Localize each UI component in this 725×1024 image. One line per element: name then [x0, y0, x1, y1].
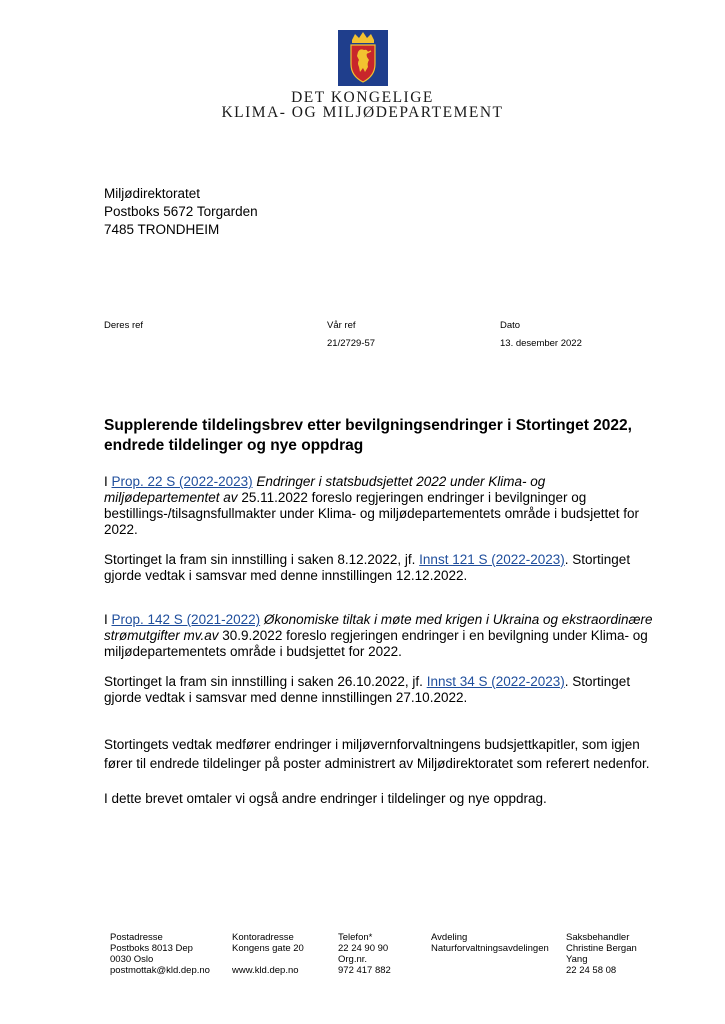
dato-value: 13. desember 2022 — [500, 338, 582, 349]
footer-kontoradresse-label: Kontoradresse — [232, 932, 294, 943]
footer-kontoradresse-website[interactable]: www.kld.dep.no — [232, 965, 299, 976]
footer-kontoradresse-line1: Kongens gate 20 — [232, 943, 304, 954]
recipient-name: Miljødirektoratet — [104, 186, 201, 201]
footer-saksbehandler-phone: 22 24 58 08 — [566, 965, 617, 976]
p1-rest: 25.11.2022 foreslo regjeringen endringer i bevilgninger og bestillings-/tilsagnsfullmakter under Klima- og miljødepartementets område i budsjettet for 2022. — [104, 490, 639, 537]
recipient-address — [104, 185, 258, 239]
p4-prefix: Stortinget la fram sin innstilling i saken 26.10.2022, jf. — [104, 674, 427, 689]
innst-34s-link[interactable]: Innst 34 S (2022-2023) — [426, 674, 565, 689]
var-ref-value: 21/2729-57 — [327, 338, 376, 349]
footer-telefon-number: 22 24 90 90 — [338, 943, 389, 954]
prop-22s-link[interactable]: Prop. 22 S (2022-2023) — [111, 474, 253, 489]
footer-saksbehandler-name2: Yang — [566, 954, 588, 965]
paragraph-1 — [104, 474, 664, 538]
footer-saksbehandler — [566, 932, 637, 976]
recipient-street: Postboks 5672 Torgarden — [104, 204, 258, 219]
coat-of-arms-icon — [338, 30, 388, 86]
prop-142s-link[interactable]: Prop. 142 S (2021-2022) — [111, 612, 261, 627]
footer-kontoradresse — [232, 932, 304, 976]
p3-prefix: I — [104, 612, 112, 627]
var-ref-label: Vår ref — [327, 320, 356, 331]
dato-label: Dato — [500, 320, 521, 331]
footer-postadresse — [110, 932, 210, 976]
footer-telefon-label: Telefon* — [338, 932, 373, 943]
footer-postadresse-email[interactable]: postmottak@kld.dep.no — [110, 965, 210, 976]
p3-italic: Økonomiske tiltak i møte med krigen i Ukraina og ekstraordinære strømutgifter mv.av — [104, 612, 653, 643]
paragraph-6: I dette brevet omtaler vi også andre endringer i tildelinger og nye oppdrag. — [104, 791, 547, 806]
footer-postadresse-line2: 0030 Oslo — [110, 954, 154, 965]
coat-of-arms-logo — [0, 30, 725, 86]
org-name-line2: KLIMA- OG MILJØDEPARTEMENT — [221, 104, 504, 121]
p3-rest: 30.9.2022 foreslo regjeringen endringer i en bevilgning under Klima- og miljødepartementets område i budsjettet for 2022. — [104, 628, 648, 659]
paragraph-3 — [104, 612, 664, 660]
p2-rest: . Stortinget gjorde vedtak i samsvar med denne innstillingen 12.12.2022. — [104, 552, 631, 583]
footer-orgnr-value: 972 417 882 — [338, 965, 391, 976]
footer-postadresse-label: Postadresse — [110, 932, 163, 943]
footer-avdeling-label: Avdeling — [431, 932, 468, 943]
letter-title: Supplerende tildelingsbrev etter bevilgningsendringer i Stortinget 2022, endrede tildelinger og nye oppdrag — [104, 417, 632, 454]
footer-telefon — [338, 932, 391, 976]
footer-orgnr-label: Org.nr. — [338, 954, 368, 965]
deres-ref-label: Deres ref — [104, 320, 144, 331]
footer-postadresse-line1: Postboks 8013 Dep — [110, 943, 193, 954]
p1-italic: Endringer i statsbudsjettet 2022 under Klima- og miljødepartementet av — [104, 474, 546, 505]
paragraph-5: Stortingets vedtak medfører endringer i miljøvernforvaltningens budsjettkapitler, som igjen fører til endrede tildelinger på poster administrert av Miljødirektoratet som referert nedenfor. — [104, 737, 650, 771]
paragraph-4 — [104, 674, 664, 706]
p2-prefix: Stortinget la fram sin innstilling i saken 8.12.2022, jf. — [104, 552, 420, 567]
footer-kontoradresse-line2 — [232, 954, 304, 965]
footer-avdeling-value: Naturforvaltningsavdelingen — [431, 943, 549, 954]
footer-saksbehandler-name1: Christine Bergan — [566, 943, 637, 954]
innst-121s-link[interactable]: Innst 121 S (2022-2023) — [419, 552, 565, 567]
p1-prefix: I — [104, 474, 112, 489]
footer-avdeling — [431, 932, 549, 954]
recipient-city: 7485 TRONDHEIM — [104, 222, 220, 237]
footer-saksbehandler-label: Saksbehandler — [566, 932, 630, 943]
p4-rest: . Stortinget gjorde vedtak i samsvar med denne innstillingen 27.10.2022. — [104, 674, 631, 705]
org-name-line1: DET KONGELIGE — [291, 89, 434, 106]
paragraph-2 — [104, 552, 664, 584]
